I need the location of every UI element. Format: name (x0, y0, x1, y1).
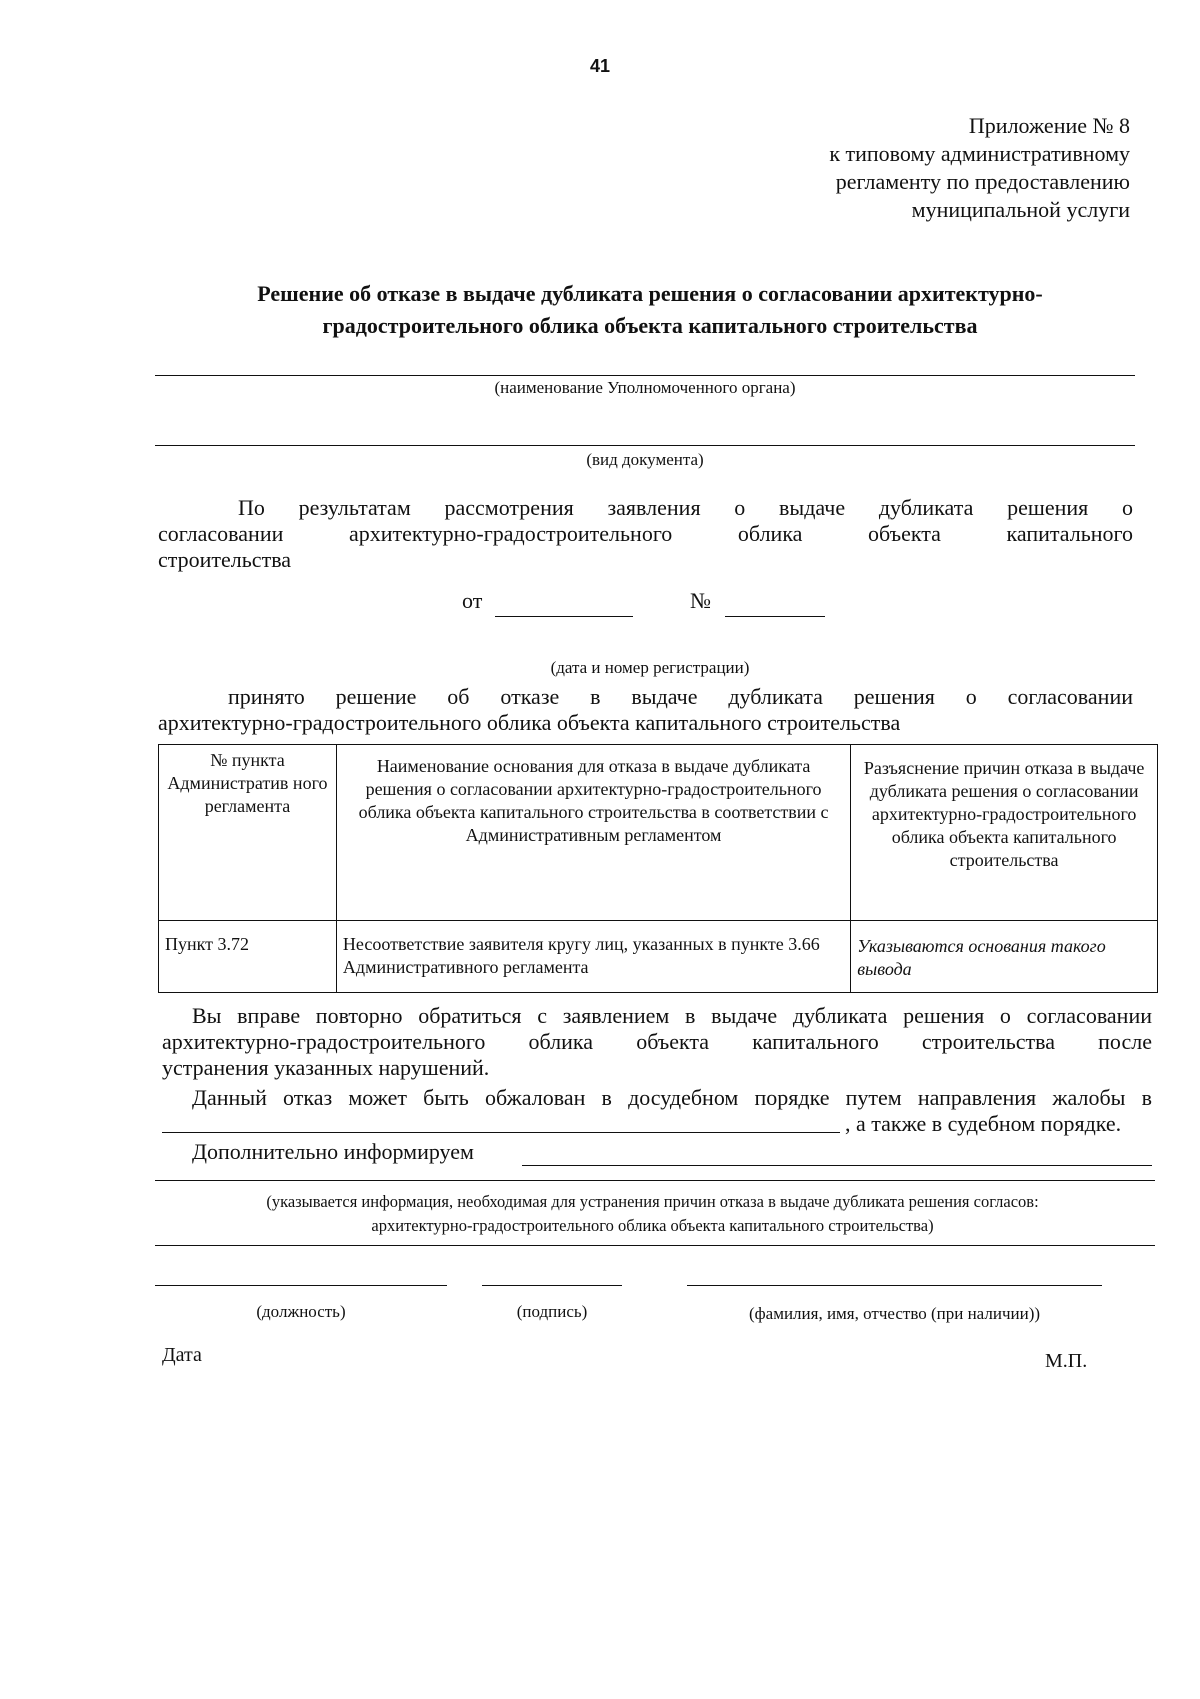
appendix-line: муниципальной услуги (911, 197, 1130, 222)
signature-caption: (подпись) (516, 1302, 588, 1321)
page-number: 41 (589, 56, 611, 76)
header-point: № пункта Административ ного регламента (159, 745, 337, 921)
info-caption (150, 1190, 1155, 1238)
info-caption-line: архитектурно-градостроительного облика объекта капитального строительства) (371, 1216, 934, 1235)
decision-line: архитектурно-градостроительного облика объекта капитального строительства (158, 710, 901, 735)
signature-field-line[interactable] (482, 1285, 622, 1286)
table-header-row (159, 745, 1158, 921)
additional-info-line-2[interactable] (155, 1180, 1155, 1181)
doc-type-field-line[interactable] (155, 445, 1135, 446)
doc-type-caption: (вид документа) (586, 450, 704, 469)
appendix-line: Приложение № 8 (968, 113, 1130, 138)
cell-point: Пункт 3.72 (159, 921, 337, 993)
additional-info-label: Дополнительно информируем (192, 1139, 474, 1164)
notice-line: архитектурно-градостроительного облика объекта капитального строительства после (162, 1029, 1152, 1054)
notice-line: устранения указанных нарушений. (162, 1055, 490, 1080)
refusal-table (158, 744, 1158, 993)
decision-line: принято решение об отказе в выдаче дубликата решения о согласовании (228, 684, 1133, 709)
number-label: № (690, 588, 711, 613)
registration-caption: (дата и номер регистрации) (550, 658, 750, 677)
cell-explanation: Указываются основания такого вывода (851, 921, 1158, 993)
info-caption-line: (указывается информация, необходимая для устранения причин отказа в выдаче дубликата решения согласов: (266, 1192, 1039, 1211)
from-label: от (462, 588, 483, 613)
document-title (150, 278, 1150, 342)
appendix-block (700, 112, 1130, 224)
notice-line: Вы вправе повторно обратиться с заявлением в выдаче дубликата решения о согласовании (192, 1003, 1152, 1028)
table-row (159, 921, 1158, 993)
appendix-line: регламенту по предоставлению (835, 169, 1130, 194)
header-explanation: Разъяснение причин отказа в выдаче дубликата решения о согласовании архитектурно-градостроительного облика объекта капитального строительства (851, 745, 1158, 921)
number-field-line[interactable] (725, 616, 825, 617)
info-caption-underline (155, 1245, 1155, 1246)
authority-field-line[interactable] (155, 375, 1135, 376)
title-line: Решение об отказе в выдаче дубликата решения о согласовании архитектурно- (257, 281, 1043, 306)
cell-reason: Несоответствие заявителя кругу лиц, указанных в пункте 3.66 Административного регламента (336, 921, 850, 993)
appeal-field-line[interactable] (162, 1132, 840, 1133)
intro-line: По результатам рассмотрения заявления о выдаче дубликата решения о (238, 495, 1133, 520)
appeal-suffix: , а также в судебном порядке. (845, 1111, 1122, 1136)
position-caption: (должность) (256, 1302, 346, 1321)
position-field-line[interactable] (155, 1285, 447, 1286)
date-field-line[interactable] (495, 616, 633, 617)
header-reason: Наименование основания для отказа в выдаче дубликата решения о согласовании архитектурно-градостроительного облика объекта капитального строительства в соответствии с Административным регламентом (336, 745, 850, 921)
appendix-line: к типовому административному (829, 141, 1130, 166)
intro-line: согласовании архитектурно-градостроительного облика объекта капитального (158, 521, 1133, 546)
appeal-line: Данный отказ может быть обжалован в досудебном порядке путем направления жалобы в (192, 1085, 1152, 1110)
authority-caption: (наименование Уполномоченного органа) (494, 378, 796, 397)
title-line: градостроительного облика объекта капитального строительства (322, 313, 978, 338)
intro-line: строительства (158, 547, 292, 572)
stamp-label: М.П. (1045, 1350, 1088, 1372)
additional-info-field-line[interactable] (522, 1165, 1152, 1166)
date-label: Дата (162, 1344, 202, 1366)
name-caption: (фамилия, имя, отчество (при наличии)) (748, 1304, 1041, 1323)
name-field-line[interactable] (687, 1285, 1102, 1286)
